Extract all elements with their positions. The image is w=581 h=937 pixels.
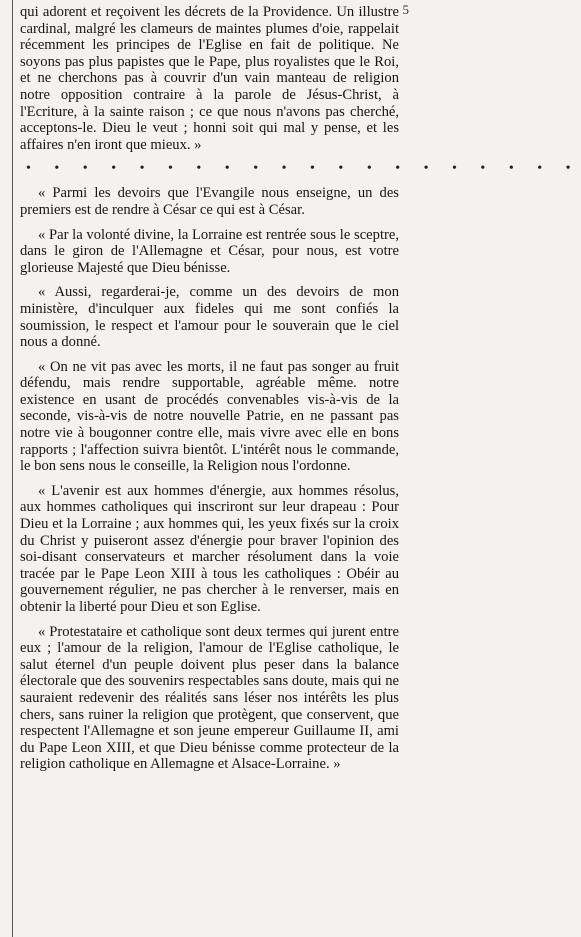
- paragraph-1: qui adorent et reçoivent les décrets de la Providence. Un illustre cardinal, malgré les clameurs de maintes plumes d'oie, rappelait récemment les principes de l'Eglise en fait de politique. Ne soyons pas plus papistes que le Pape, plus royalistes que le Roi, et ne cherchons pas à couvrir d'un vain manteau de religion notre opposition contraire à la parole de Jésus-Christ, à l'Ecriture, à la sainte raison ; ce que nous n'avons pas cherché, acceptons-le. Dieu le veut ; honni soit qui mal y pense, et les affaires n'en iront que mieux. »: [20, 4, 399, 153]
- paragraph-5: « On ne vit pas avec les morts, il ne faut pas songer au fruit défendu, mais rendre supportable, agréable même. notre existence en usant de procédés convenables vis-à-vis de la seconde, vis-à-vis de notre nouvelle Patrie, en ne passant pas notre vie à bougonner contre elle, mais vivre avec elle en bons rapports ; l'affection suivra bientôt. L'intérêt nous le commande, le bon sens nous le conseille, la Religion nous l'ordonne.: [20, 358, 399, 475]
- paragraph-6: « L'avenir est aux hommes d'énergie, aux hommes résolus, aux hommes catholiques qui inscriront sur leur drapeau : Pour Dieu et la Lorraine ; aux hommes qui, les yeux fixés sur la croix du Christ y puiseront assez d'énergie pour braver l'opinion des soi-disant conservateurs et marcher résolument dans la voie tracée par le Pape Leon XIII à tous les catholiques : Obéir au gouvernement régulier, ne pas chercher à le renverser, mais en obtenir la liberté pour Dieu et son Eglise.: [20, 482, 399, 615]
- column-rule: [12, 0, 13, 937]
- paragraph-4: « Aussi, regarderai-je, comme un des devoirs de mon ministère, d'inculquer aux fideles qui me sont confiés la soumission, le respect et l'amour pour le souverain que le ciel nous a donné.: [20, 284, 399, 351]
- ellipsis-dots-separator: • • • • • • • • • • • • • • • • • • • •: [26, 161, 581, 177]
- paragraph-3: « Par la volonté divine, la Lorraine est rentrée sous le sceptre, dans le giron de l'Allemagne et César, pour nous, est votre glorieuse Majesté que Dieu bénisse.: [20, 226, 399, 276]
- paragraph-2: « Parmi les devoirs que l'Evangile nous enseigne, un des premiers est de rendre à César ce qui est à César.: [20, 185, 399, 218]
- page-corner-mark: 5: [402, 2, 409, 17]
- paragraph-7: « Protestataire et catholique sont deux termes qui jurent entre eux ; l'amour de la religion, l'amour de l'Eglise catholique, le salut éternel d'un peuple doivent plus peser dans la balance électorale que des souvenirs respectables sans doute, mais qui ne sauraient redevenir des réalités sans léser nos intérêts les plus chers, sans ruiner la religion que protègent, que conservent, que respectent l'Allemagne et son jeune empereur Guillaume II, ami du Pape Leon XIII, et que Dieu bénisse comme protecteur de la religion catholique en Allemagne et Alsace-Lorraine. »: [20, 623, 399, 773]
